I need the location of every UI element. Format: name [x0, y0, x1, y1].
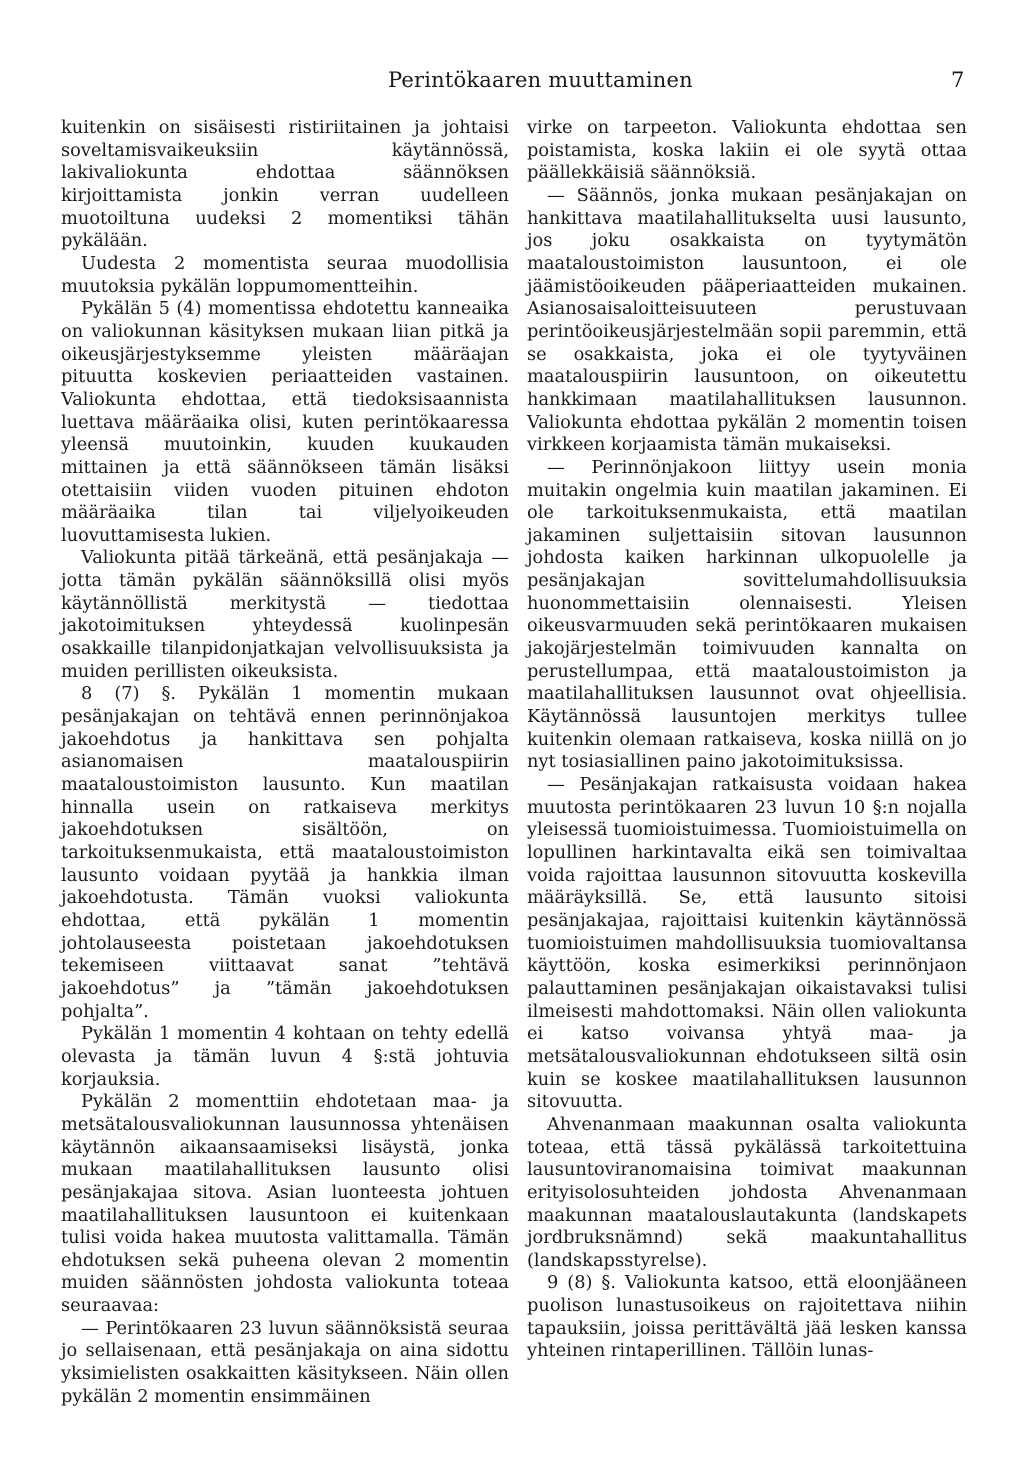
paragraph: — Säännös, jonka mukaan pesänjakajan on hankittava maatilahallitukselta uusi lausunto, jos joku osakkaista on tyytymätön maataloustoimiston lausuntoon, ei ole jäämistöoikeuden pääperiaatteiden mukainen. Asianosaisaloitteisuuteen perustuvaan perintöoikeusjärjestelmään sopii paremmin, että se osakkaista, joka ei ole tyytyväinen maatalouspiirin lausuntoon, on oikeutettu hankkimaan maatilahallituksen lausunnon. Valiokunta ehdottaa pykälän 2 momentin toisen virkkeen korjaamista tämän mukaiseksi.: [527, 184, 967, 456]
paragraph: 9 (8) §. Valiokunta katsoo, että eloonjääneen puolison lunastusoikeus on rajoitettava niihin tapauksiin, joissa perittävältä jää lesken kanssa yhteinen rintaperillinen. Tällöin lunas-: [527, 1272, 967, 1362]
paragraph: Valiokunta pitää tärkeänä, että pesänjakaja — jotta tämän pykälän säännöksillä olisi myös käytännöllistä merkitystä — tiedottaa jakotoimituksen yhteydessä kuolinpesän osakkaille tilanpidonjatkajan velvollisuuksista ja muiden perillisten oikeuksista.: [61, 547, 509, 682]
paragraph: Uudesta 2 momentista seuraa muodollisia muutoksia pykälän loppumomentteihin.: [61, 252, 509, 297]
left-column: [61, 117, 509, 1408]
paragraph: virke on tarpeeton. Valiokunta ehdottaa sen poistamista, koska lakiin ei ole syytä ottaa päällekkäisiä säännöksiä.: [527, 117, 967, 184]
paragraph: Pykälän 5 (4) momentissa ehdotettu kanneaika on valiokunnan käsityksen mukaan liian pitkä ja oikeusjärjestyksemme yleisten määräajan pituutta koskevien periaatteiden vastainen. Valiokunta ehdottaa, että tiedoksisaannista luettava määräaika olisi, kuten perintökaaressa yleensä muutoinkin, kuuden kuukauden mittainen ja että säännökseen tämän lisäksi otettaisiin viiden vuoden pituinen ehdoton määräaika tilan tai viljelyoikeuden luovuttamisesta lukien.: [61, 298, 509, 546]
paragraph: 8 (7) §. Pykälän 1 momentin mukaan pesänjakajan on tehtävä ennen perinnönjakoa jakoehdotus ja hankittava sen pohjalta asianomaisen maatalouspiirin maataloustoimiston lausunto. Kun maatilan hinnalla usein on ratkaiseva merkitys jakoehdotuksen sisältöön, on tarkoituksenmukaista, että maataloustoimiston lausunto voidaan pyytää ja hankkia ilman jakoehdotusta. Tämän vuoksi valiokunta ehdottaa, että pykälän 1 momentin johtolauseesta poistetaan jakoehdotuksen tekemiseen viittaavat sanat ”tehtävä jakoehdotus” ja ”tämän jakoehdotuksen pohjalta”.: [61, 683, 509, 1022]
paragraph: — Perinnönjakoon liittyy usein monia muitakin ongelmia kuin maatilan jakaminen. Ei ole tarkoituksenmukaista, että maatilan jakaminen suljettaisiin sitovan lausunnon johdosta kaiken harkinnan ulkopuolelle ja pesänjakajan sovittelumahdollisuuksia huonommettaisiin olennaisesti. Yleisen oikeusvarmuuden sekä perintökaaren mukaisen jakojärjestelmän toimivuuden kannalta on perustellumpaa, että maataloustoimiston ja maatilahallituksen lausunnot ovat ohjeellisia. Käytännössä lausuntojen merkitys tullee kuitenkin olemaan ratkaiseva, koska niillä on jo nyt tosiasiallinen paino jakotoimituksissa.: [527, 456, 967, 773]
paragraph: Pykälän 1 momentin 4 kohtaan on tehty edellä olevasta ja tämän luvun 4 §:stä johtuvia korjauksia.: [61, 1023, 509, 1090]
paragraph: — Perintökaaren 23 luvun säännöksistä seuraa jo sellaisenaan, että pesänjakaja on aina sidottu yksimielisten osakkaitten käsitykseen. Näin ollen pykälän 2 momentin ensimmäinen: [61, 1317, 509, 1407]
page-number: 7: [951, 68, 965, 92]
running-header: Perintökaaren muuttaminen: [388, 68, 693, 92]
paragraph: Pykälän 2 momenttiin ehdotetaan maa- ja metsätalousvaliokunnan lausunnossa yhtenäisen käytännön aikaansaamiseksi lisäystä, jonka mukaan maatilahallituksen lausunto olisi pesänjakajaa sitova. Asian luonteesta johtuen maatilahallituksen lausuntoon ei kuitenkaan tulisi voida hakea muutosta valittamalla. Tämän ehdotuksen sekä puheena olevan 2 momentin muiden säännösten johdosta valiokunta toteaa seuraavaa:: [61, 1091, 509, 1317]
paragraph: Ahvenanmaan maakunnan osalta valiokunta toteaa, että tässä pykälässä tarkoitettuina lausuntoviranomaisina toimivat maakunnan erityisolosuhteiden johdosta Ahvenanmaan maakunnan maatalouslautakunta (landskapets jordbruksnämnd) sekä maakuntahallitus (landskapsstyrelse).: [527, 1113, 967, 1271]
right-column: [527, 117, 967, 1363]
paragraph: kuitenkin on sisäisesti ristiriitainen ja johtaisi soveltamisvaikeuksiin käytännössä, lakivaliokunta ehdottaa säännöksen kirjoittamista jonkin verran uudelleen muotoiltuna uudeksi 2 momentiksi tähän pykälään.: [61, 117, 509, 252]
paragraph: — Pesänjakajan ratkaisusta voidaan hakea muutosta perintökaaren 23 luvun 10 §:n nojalla yleisessä tuomioistuimessa. Tuomioistuimella on lopullinen harkintavalta eikä sen toimivaltaa voida rajoittaa lausunnon sitovuutta koskevilla määräyksillä. Se, että lausunto sitoisi pesänjakajaa, rajoittaisi kuitenkin käytännössä tuomioistuimen mahdollisuuksia tuomiovaltansa käyttöön, koska esimerkiksi perinnönjaon palauttaminen pesänjakajan oikaistavaksi tulisi ilmeisesti mahdottomaksi. Näin ollen valiokunta ei katso voivansa yhtyä maa- ja metsätalousvaliokunnan ehdotukseen siltä osin kuin se koskee maatilahallituksen lausunnon sitovuutta.: [527, 774, 967, 1113]
